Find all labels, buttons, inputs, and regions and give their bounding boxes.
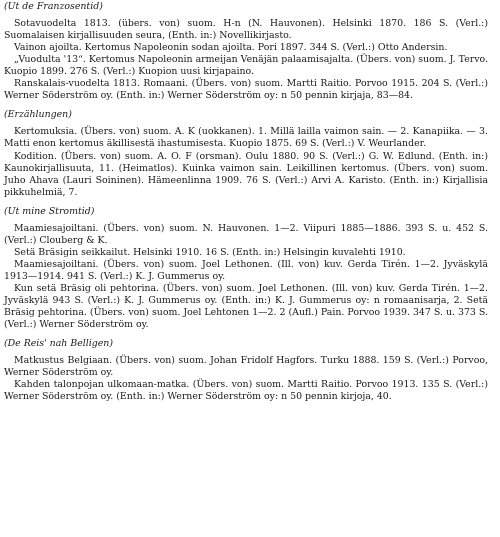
section-heading: (Ut de Franzosentid) [4, 1, 103, 12]
bibliography-entry: Kertomuksia. (Übers. von) suom. A. K (uokkanen). 1. Millä lailla vaimon sain. — 2. Kanapiika. — 3. Matti enon kertomus äkillisestä ihastumisesta. Kuopio 1875. 69 S. (Verl.:) V. Weurlander. [4, 126, 488, 150]
section-erzaehlungen [4, 109, 488, 198]
bibliography-entry: Ranskalais-vuodelta 1813. Romaani. (Übers. von) suom. Martti Raitio. Porvoo 1915. 204 S. (Verl.:) Werner Söderström oy. (Enth. in:) Werner Söderström oy: n 50 pennin kirjaja, 83—84. [4, 78, 488, 102]
section-stromtid [4, 206, 488, 331]
bibliography-entry: Maamiesajoiltani. (Übers. von) suom. Joel Lethonen. (Ill. von) kuv. Gerda Tirén. 1—2. Jyväskylä 1913—1914. 941 S. (Verl.:) K. J. Gummerus oy. [4, 258, 488, 282]
section-reis-nah-belligen [4, 338, 488, 403]
section-franzosentid [4, 1, 488, 102]
bibliography-entry: „Vuodulta '13“. Kertomus Napoleonin armeijan Venäjän palaamisajalta. (Übers. von) suom. J. Tervo. Kuopio 1899. 276 S. (Verl.:) Kuopion uusi kirjapaino. [4, 54, 488, 78]
bibliography-entry: Kodition. (Übers. von) suom. A. O. F (orsman). Oulu 1880. 90 S. (Verl.:) G. W. Edlund. (Enth. in:) Kaunokirjallisuuta, 11. (Heimatlos). Kuinka vaimon sain. Leikillinen kertomus. (Übers. von) suom. Juho Ahava (Lauri Soininen). Hämeenlinna 1909. 76 S. (Verl.:) Arvi A. Karisto. (Enth. in:) Kirjallisia pikkuhelmiä, 7. [4, 150, 488, 198]
bibliography-entry: Matkustus Belgiaan. (Übers. von) suom. Johan Fridolf Hagfors. Turku 1888. 159 S. (Verl.:) Porvoo, Werner Söderström oy. [4, 355, 488, 379]
section-heading: (Ut mine Stromtid) [4, 205, 95, 217]
section-heading: (De Reis' nah Belligen) [4, 338, 113, 350]
bibliography-entry: Kun setä Bräsig oli pehtorina. (Übers. von) suom. Joel Lethonen. (Ill. von) kuv. Gerda Tirén. 1—2. Jyväskylä 943 S. (Verl.:) K. J. Gummerus oy. (Enth. in:) K. J. Gummerus oy: n romaanisarja, 2. Setä Bräsig pehtorina. (Übers. von) suom. Joel Lehtonen 1—2. 2 (Aufl.) Pain. Porvoo 1939. 347 S. u. 373 S. (Verl.:) Werner Söderström oy. [4, 282, 488, 331]
bibliography-entry: Vainon ajoilta. Kertomus Napoleonin sodan ajoilta. Pori 1897. 344 S. (Verl.:) Otto Andersin. [14, 42, 448, 54]
bibliography-entry: Maamiesajoiltani. (Übers. von) suom. N. Hauvonen. 1—2. Viipuri 1885—1886. 393 S. u. 452 S. (Verl.:) Clouberg & K. [4, 222, 488, 246]
section-heading: (Erzählungen) [4, 109, 72, 121]
bibliography-entry: Setä Bräsigin seikkailut. Helsinki 1910. 16 S. (Enth. in:) Helsingin kuvalehti 1910. [14, 246, 406, 258]
bibliography-entry: Sotavuodelta 1813. (übers. von) suom. H-n (N. Hauvonen). Helsinki 1870. 186 S. (Verl.:) Suomalaisen kirjallisuuden seura, (Enth. in:) Novellikirjasto. [4, 18, 488, 42]
bibliography-entry: Kahden talonpojan ulkomaan-matka. (Übers. von) suom. Martti Raitio. Porvoo 1913. 135 S. (Verl.:) Werner Söderström oy. (Enth. in:) Werner Söderström oy: n 50 pennin kirjoja, 40. [4, 379, 488, 403]
